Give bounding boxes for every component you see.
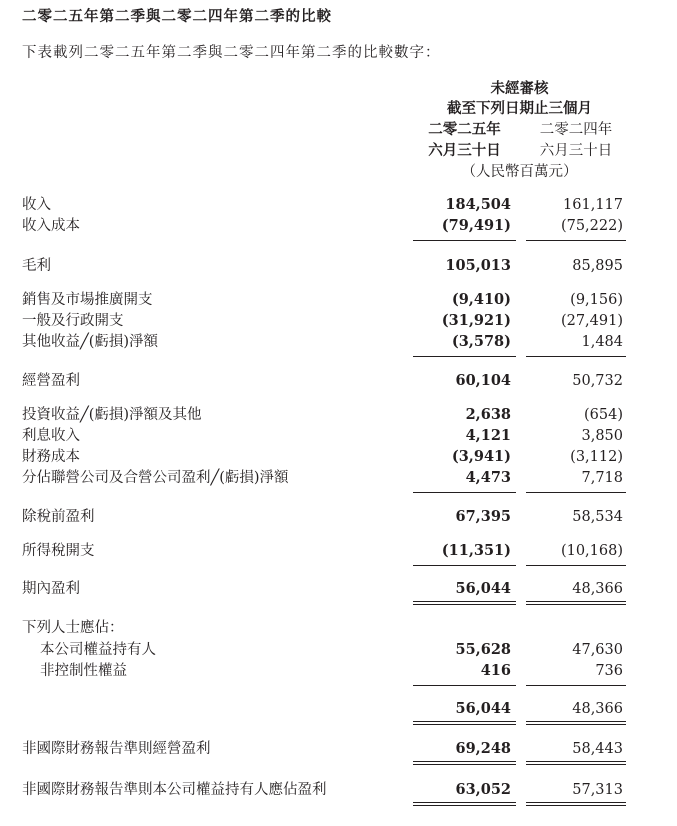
header-col2-date: 六月三十日 (539, 143, 613, 159)
value-2025: 56,044 (455, 580, 511, 597)
row-label: 財務成本 (22, 449, 80, 465)
value-2024: (10,168) (560, 543, 623, 559)
value-2025: 4,473 (465, 469, 511, 486)
value-2025: (3,578) (451, 333, 511, 350)
value-2024: 85,895 (572, 258, 623, 274)
value-2024: (654) (584, 407, 623, 423)
value-2024: 58,443 (572, 741, 623, 757)
double-underline (526, 764, 626, 765)
double-underline (526, 601, 626, 602)
value-2024: 57,313 (572, 782, 623, 798)
row-label: 其他收益╱(虧損)淨額 (22, 334, 159, 350)
value-2025: 416 (480, 662, 511, 679)
row-label: 下列人士應佔： (22, 620, 124, 636)
double-underline (413, 604, 516, 605)
value-2025: 56,044 (455, 700, 511, 717)
value-2024: (75,222) (560, 218, 623, 234)
row-label: 經營盈利 (22, 373, 80, 389)
double-underline (413, 805, 516, 806)
double-underline (526, 805, 626, 806)
row-label: 非國際財務報告準則本公司權益持有人應佔盈利 (22, 782, 327, 798)
value-2024: (3,112) (570, 449, 623, 465)
row-label: 非國際財務報告準則經營盈利 (22, 741, 211, 757)
double-underline (526, 604, 626, 605)
row-label: 除稅前盈利 (22, 509, 95, 525)
row-label: 銷售及市場推廣開支 (22, 292, 153, 308)
value-2024: 47,630 (572, 642, 623, 658)
header-unaudited: 未經審核 (490, 80, 549, 97)
underline (526, 356, 626, 357)
row-label: 本公司權益持有人 (40, 642, 156, 658)
header-col2-year: 二零二四年 (539, 122, 613, 138)
value-2024: 161,117 (563, 197, 623, 213)
row-label: 毛利 (22, 258, 51, 274)
underline (413, 685, 516, 686)
header-col1-year: 二零二五年 (428, 121, 501, 138)
double-underline (526, 761, 626, 762)
value-2024: (9,156) (570, 292, 623, 308)
value-2025: 60,104 (455, 372, 511, 389)
value-2025: 69,248 (455, 740, 511, 757)
row-label: 收入 (22, 197, 51, 213)
intro-text: 下表載列二零二五年第二季與二零二四年第二季的比較數字： (22, 45, 441, 61)
double-underline (526, 802, 626, 803)
double-underline (413, 721, 516, 722)
value-2024: (27,491) (560, 313, 623, 329)
value-2024: 736 (595, 663, 623, 679)
underline (413, 356, 516, 357)
row-label: 非控制性權益 (40, 663, 127, 679)
value-2024: 48,366 (572, 701, 623, 717)
underline (526, 240, 626, 241)
value-2025: (31,921) (441, 312, 511, 329)
double-underline (413, 724, 516, 725)
value-2025: 63,052 (455, 781, 511, 798)
row-label: 投資收益╱(虧損)淨額及其他 (22, 407, 202, 423)
value-2025: (9,410) (451, 291, 511, 308)
value-2024: 3,850 (581, 428, 623, 444)
value-2025: (79,491) (441, 217, 511, 234)
value-2024: 48,366 (572, 581, 623, 597)
row-label: 分佔聯營公司及合營公司盈利╱(虧損)淨額 (22, 470, 289, 486)
value-2025: 4,121 (465, 427, 511, 444)
row-label: 期內盈利 (22, 581, 80, 597)
value-2024: 7,718 (581, 470, 623, 486)
value-2025: 105,013 (445, 257, 511, 274)
row-label: 利息收入 (22, 428, 80, 444)
double-underline (526, 721, 626, 722)
value-2025: (11,351) (441, 542, 511, 559)
double-underline (413, 802, 516, 803)
row-label: 收入成本 (22, 218, 80, 234)
header-period: 截至下列日期止三個月 (447, 100, 592, 117)
value-2024: 58,534 (572, 509, 623, 525)
value-2025: 67,395 (455, 508, 511, 525)
double-underline (526, 724, 626, 725)
value-2025: 2,638 (465, 406, 511, 423)
value-2024: 50,732 (572, 373, 623, 389)
row-label: 所得稅開支 (22, 543, 95, 559)
double-underline (413, 761, 516, 762)
value-2025: 184,504 (445, 196, 511, 213)
underline (413, 565, 516, 566)
row-label: 一般及行政開支 (22, 313, 124, 329)
value-2025: (3,941) (451, 448, 511, 465)
value-2025: 55,628 (455, 641, 511, 658)
section-title: 二零二五年第二季與二零二四年第二季的比較 (22, 8, 332, 25)
underline (526, 685, 626, 686)
double-underline (413, 764, 516, 765)
header-unit: （人民幣百萬元） (461, 164, 578, 180)
header-col1-date: 六月三十日 (428, 142, 501, 159)
underline (413, 240, 516, 241)
underline (526, 565, 626, 566)
underline (413, 492, 516, 493)
underline (526, 492, 626, 493)
value-2024: 1,484 (581, 334, 623, 350)
double-underline (413, 601, 516, 602)
